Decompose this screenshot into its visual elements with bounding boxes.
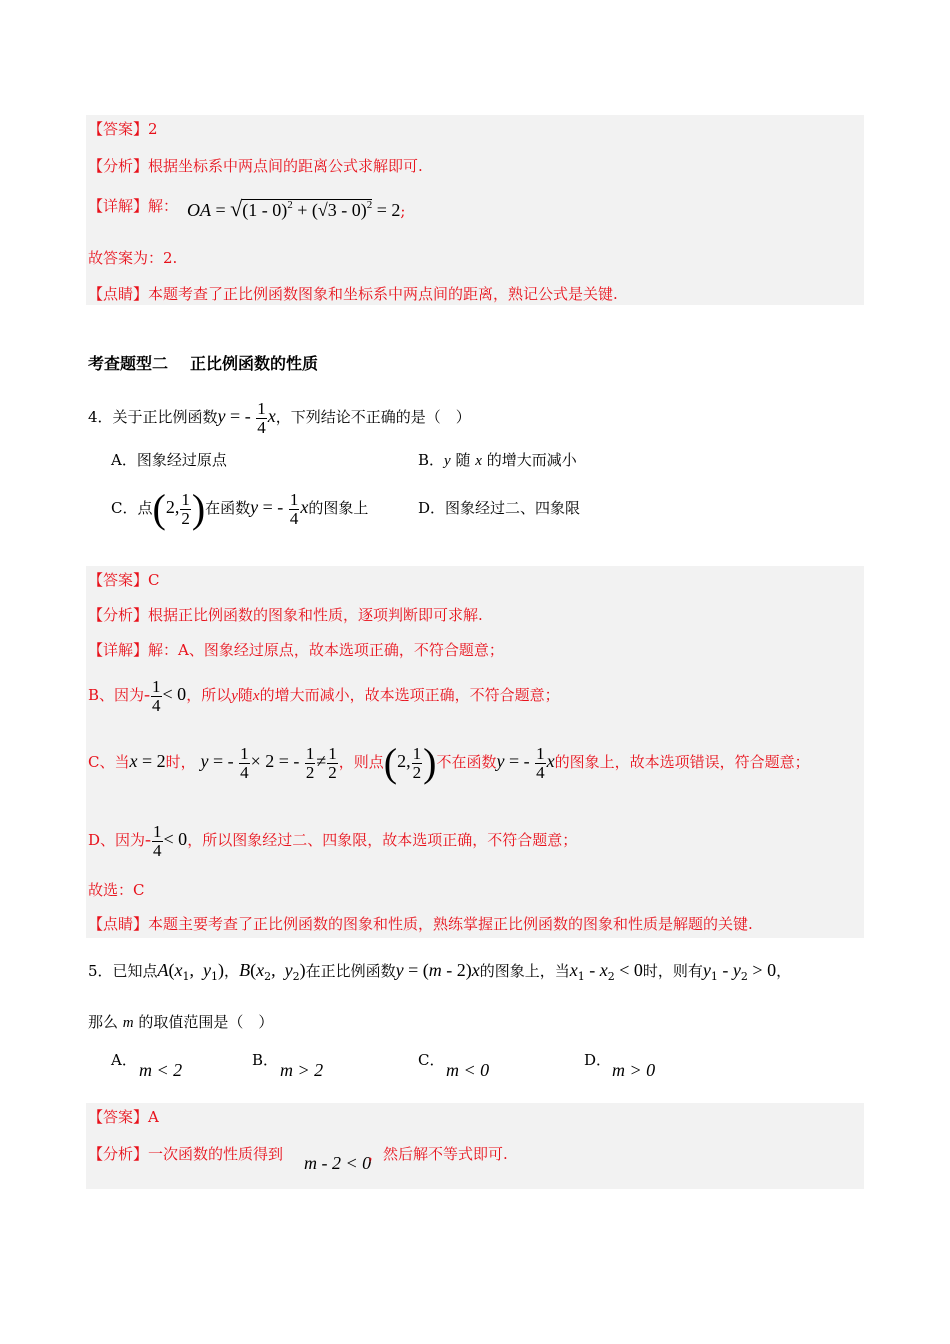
conclusion-line: 故答案为：2. <box>88 249 178 267</box>
option-c[interactable]: C．点(2, $\frac{1}{2}$ )在函数y = - $\frac{1}{4}$ x的图象上 <box>111 486 369 531</box>
detail-line: 【详解】解：A、图象经过原点，故本选项正确，不符合题意； <box>88 641 504 659</box>
question-5-stem: 5．已知点$A(x_1$, $y_1$)，$B(x_2$, $y_2$)在正比例函数y = (m - 2)x的图象上，当$x_1 - x_2 < 0$时，则有$y_1 - y_2 > 0$， <box>88 960 792 983</box>
detail-b-line: B、因为- $\frac{1}{4}$ < 0，所以y随x的增大而减小，故本选项正确，不符合题意； <box>88 676 560 715</box>
detail-c-line: C、当x = 2时， y = - $\frac{1}{4}$ × 2 = - $\frac{1}{2}$ ≠ $\frac{1}{2}$ ，则点(2, $\frac{1}{2}$ )不在函数y = - $\frac{1}{4}$ x的图象上，故本选项错误，符合题意； <box>88 740 810 785</box>
comment-line: 【点睛】本题主要考查了正比例函数的图象和性质，熟练掌握正比例函数的图象和性质是解题的关键. <box>88 915 753 933</box>
conclusion-line: 故选：C <box>88 881 145 899</box>
option-b[interactable]: B．y 随 x 的增大而减小 <box>418 451 577 469</box>
question-5-stem-line2: 那么 m 的取值范围是（ ） <box>88 1013 274 1031</box>
detail-d-line: D、因为- $\frac{1}{4}$ < 0，所以图象经过二、四象限，故本选项正确，不符合题意； <box>88 821 578 860</box>
q5-option-c-value[interactable]: m < 0 <box>446 1060 490 1080</box>
analysis-line: 【分析】根据坐标系中两点间的距离公式求解即可. <box>88 157 423 175</box>
analysis-line: 【分析】一次函数的性质得到 <box>88 1145 284 1163</box>
analysis-line: 【分析】根据正比例函数的图象和性质，逐项判断即可求解. <box>88 606 483 624</box>
q5-option-b[interactable]: B． <box>252 1051 279 1069</box>
q5-option-d[interactable]: D． <box>584 1051 612 1069</box>
detail-line: 【详解】解： <box>88 197 179 215</box>
q5-option-d-value[interactable]: m > 0 <box>612 1060 656 1080</box>
section-heading: 考查题型二 正比例函数的性质 <box>88 354 319 373</box>
question-4-stem: 4．关于正比例函数y = - $\frac{1}{4}$ x，下列结论不正确的是（ ） <box>88 398 471 437</box>
q5-option-a-value[interactable]: m < 2 <box>139 1060 183 1080</box>
analysis-suffix: ，然后解不等式即可. <box>368 1145 508 1163</box>
option-d[interactable]: D．图象经过二、四象限 <box>418 499 581 517</box>
q5-option-b-value[interactable]: m > 2 <box>280 1060 324 1080</box>
answer-line: 【答案】2 <box>88 120 158 138</box>
q5-option-a[interactable]: A． <box>111 1051 137 1069</box>
analysis-expression: m - 2 < 0 <box>304 1153 372 1173</box>
q5-option-c[interactable]: C． <box>418 1051 445 1069</box>
answer-line: 【答案】C <box>88 571 160 589</box>
comment-line: 【点睛】本题考查了正比例函数图象和坐标系中两点间的距离，熟记公式是关键. <box>88 285 618 303</box>
answer-line: 【答案】A <box>88 1108 159 1126</box>
option-a[interactable]: A．图象经过原点 <box>111 451 227 469</box>
distance-formula: OA = √(1 - 0)$^2$ + (√3 - 0)$^2$ = 2; <box>187 196 406 221</box>
